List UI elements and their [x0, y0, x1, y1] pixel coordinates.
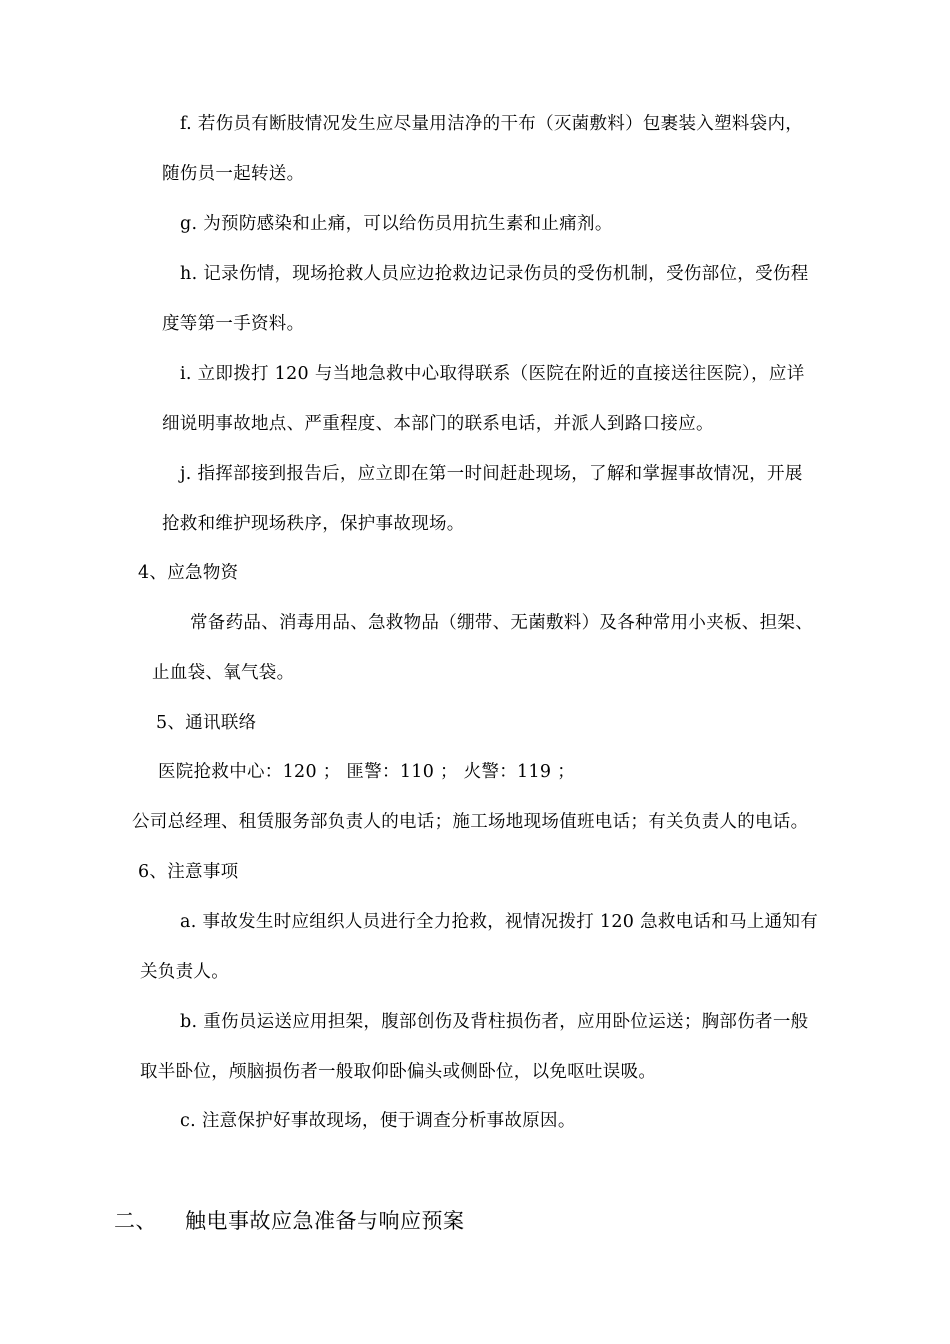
section-number: 二、 — [114, 1209, 157, 1233]
paragraph-line-supplies-cont: 止血袋、氧气袋。 — [152, 663, 295, 683]
section-title: 触电事故应急准备与响应预案 — [185, 1209, 465, 1233]
paragraph-line-a: a. 事故发生时应组织人员进行全力抢救，视情况拨打 120 急救电话和马上通知有 — [180, 912, 819, 932]
paragraph-line-h: h. 记录伤情，现场抢救人员应边抢救边记录伤员的受伤机制，受伤部位，受伤程 — [180, 264, 809, 284]
paragraph-line-j-cont: 抢救和维护现场秩序，保护事故现场。 — [162, 514, 465, 534]
paragraph-line-supplies: 常备药品、消毒用品、急救物品（绷带、无菌敷料）及各种常用小夹板、担架、 — [190, 613, 813, 633]
paragraph-line-c: c. 注意保护好事故现场，便于调查分析事故原因。 — [180, 1111, 576, 1131]
paragraph-line-i: i. 立即拨打 120 与当地急救中心取得联系（医院在附近的直接送往医院），应详 — [180, 364, 805, 384]
paragraph-line-f-cont: 随伤员一起转送。 — [162, 164, 305, 184]
paragraph-line-b: b. 重伤员运送应用担架，腹部创伤及背柱损伤者，应用卧位运送；胸部伤者一般 — [180, 1012, 809, 1032]
section-heading — [114, 1208, 465, 1234]
paragraph-line-i-cont: 细说明事故地点、严重程度、本部门的联系电话，并派人到路口接应。 — [162, 414, 714, 434]
paragraph-line-contacts: 公司总经理、租赁服务部负责人的电话；施工场地现场值班电话；有关负责人的电话。 — [132, 812, 809, 832]
paragraph-line-b-cont: 取半卧位，颅脑损伤者一般取仰卧偏头或侧卧位，以免呕吐误吸。 — [140, 1062, 657, 1082]
subheading-emergency-supplies: 4、应急物资 — [138, 563, 239, 583]
paragraph-line-f: f. 若伤员有断肢情况发生应尽量用洁净的干布（灭菌敷料）包裹装入塑料袋内， — [180, 114, 804, 134]
paragraph-line-h-cont: 度等第一手资料。 — [162, 314, 305, 334]
paragraph-line-g: g. 为预防感染和止痛，可以给伤员用抗生素和止痛剂。 — [180, 214, 613, 234]
paragraph-line-phone-numbers: 医院抢救中心：120 ； 匪警：110 ； 火警：119 ； — [158, 762, 576, 782]
subheading-precautions: 6、注意事项 — [138, 862, 239, 882]
paragraph-line-a-cont: 关负责人。 — [140, 962, 229, 982]
subheading-communications: 5、通讯联络 — [156, 713, 257, 733]
paragraph-line-j: j. 指挥部接到报告后，应立即在第一时间赶赴现场，了解和掌握事故情况，开展 — [180, 464, 803, 484]
